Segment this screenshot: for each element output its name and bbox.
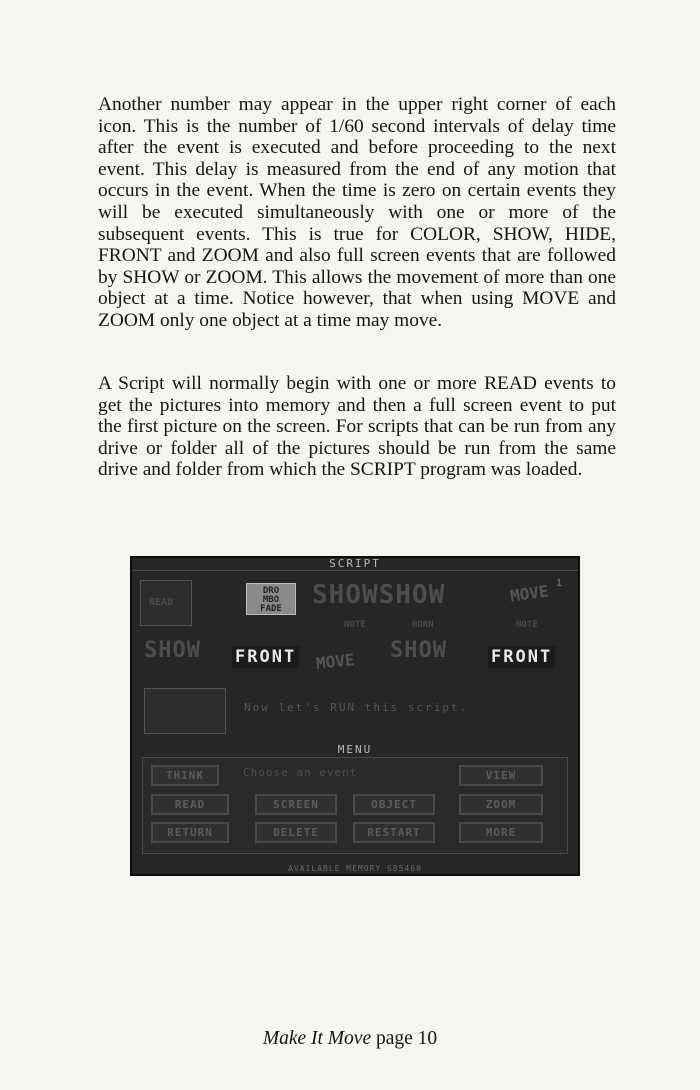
menu-panel [142, 757, 568, 854]
available-memory: AVAILABLE MEMORY 685460 [288, 864, 422, 873]
front-event-1: FRONT [232, 646, 299, 668]
move-event-2: MOVE [315, 650, 356, 673]
show-show-events: SHOWSHOW [312, 580, 446, 610]
page-footer [0, 1028, 700, 1050]
read-label: READ [149, 597, 174, 608]
move-event-1: MOVE [508, 581, 550, 606]
paragraph-script-start: A Script will normally begin with one or more READ events to get the pictures into memory and then a full screen event to put the first picture on the screen. For scripts that can be run from any drive or folder all of the pictures should be run from the same drive and folder from which the SCRIPT program was loaded. [98, 373, 616, 481]
note-label-2: NOTE [516, 620, 538, 630]
fade-event-icon: DRO MBO FADE [246, 583, 296, 615]
zoom-button[interactable]: ZOOM [459, 794, 543, 815]
object-button[interactable]: OBJECT [353, 794, 435, 815]
script-screenshot [130, 556, 580, 876]
menu-title: MENU [337, 743, 373, 756]
read-event-icon [140, 580, 192, 626]
front-event-2: FRONT [488, 646, 555, 668]
read-button[interactable]: READ [151, 794, 229, 815]
think-button[interactable]: THINK [151, 765, 219, 786]
show-event-2: SHOW [390, 638, 447, 663]
move-icon-box [144, 688, 226, 734]
delay-number: 1 [556, 578, 563, 589]
show-event-1: SHOW [144, 638, 201, 663]
restart-button[interactable]: RESTART [353, 822, 435, 843]
window-title: SCRIPT [132, 558, 578, 571]
more-button[interactable]: MORE [459, 822, 543, 843]
paragraph-delay-time: Another number may appear in the upper right corner of each icon. This is the number of 1/60 second intervals of delay time after the event is executed and before proceeding to the next event. This delay is measured from the end of any motion that occurs in the event. When the time is zero on certain events they will be executed simultaneously with one or more of the subsequent events. This is true for COLOR, SHOW, HIDE, FRONT and ZOOM and also full screen events that are followed by SHOW or ZOOM. This allows the movement of more than one object at a time. Notice however, that when using MOVE and ZOOM only one object at a time may move. [98, 94, 616, 331]
run-message: Now let's RUN this script. [244, 701, 469, 714]
view-button[interactable]: VIEW [459, 765, 543, 786]
note-label-1: NOTE [344, 620, 366, 630]
book-title: Make It Move [262, 1028, 372, 1049]
return-button[interactable]: RETURN [151, 822, 229, 843]
horn-label: HORN [412, 620, 434, 630]
page-number: page 10 [375, 1028, 438, 1049]
delete-button[interactable]: DELETE [255, 822, 337, 843]
screen-button[interactable]: SCREEN [255, 794, 337, 815]
menu-prompt: Choose an event [243, 766, 358, 779]
